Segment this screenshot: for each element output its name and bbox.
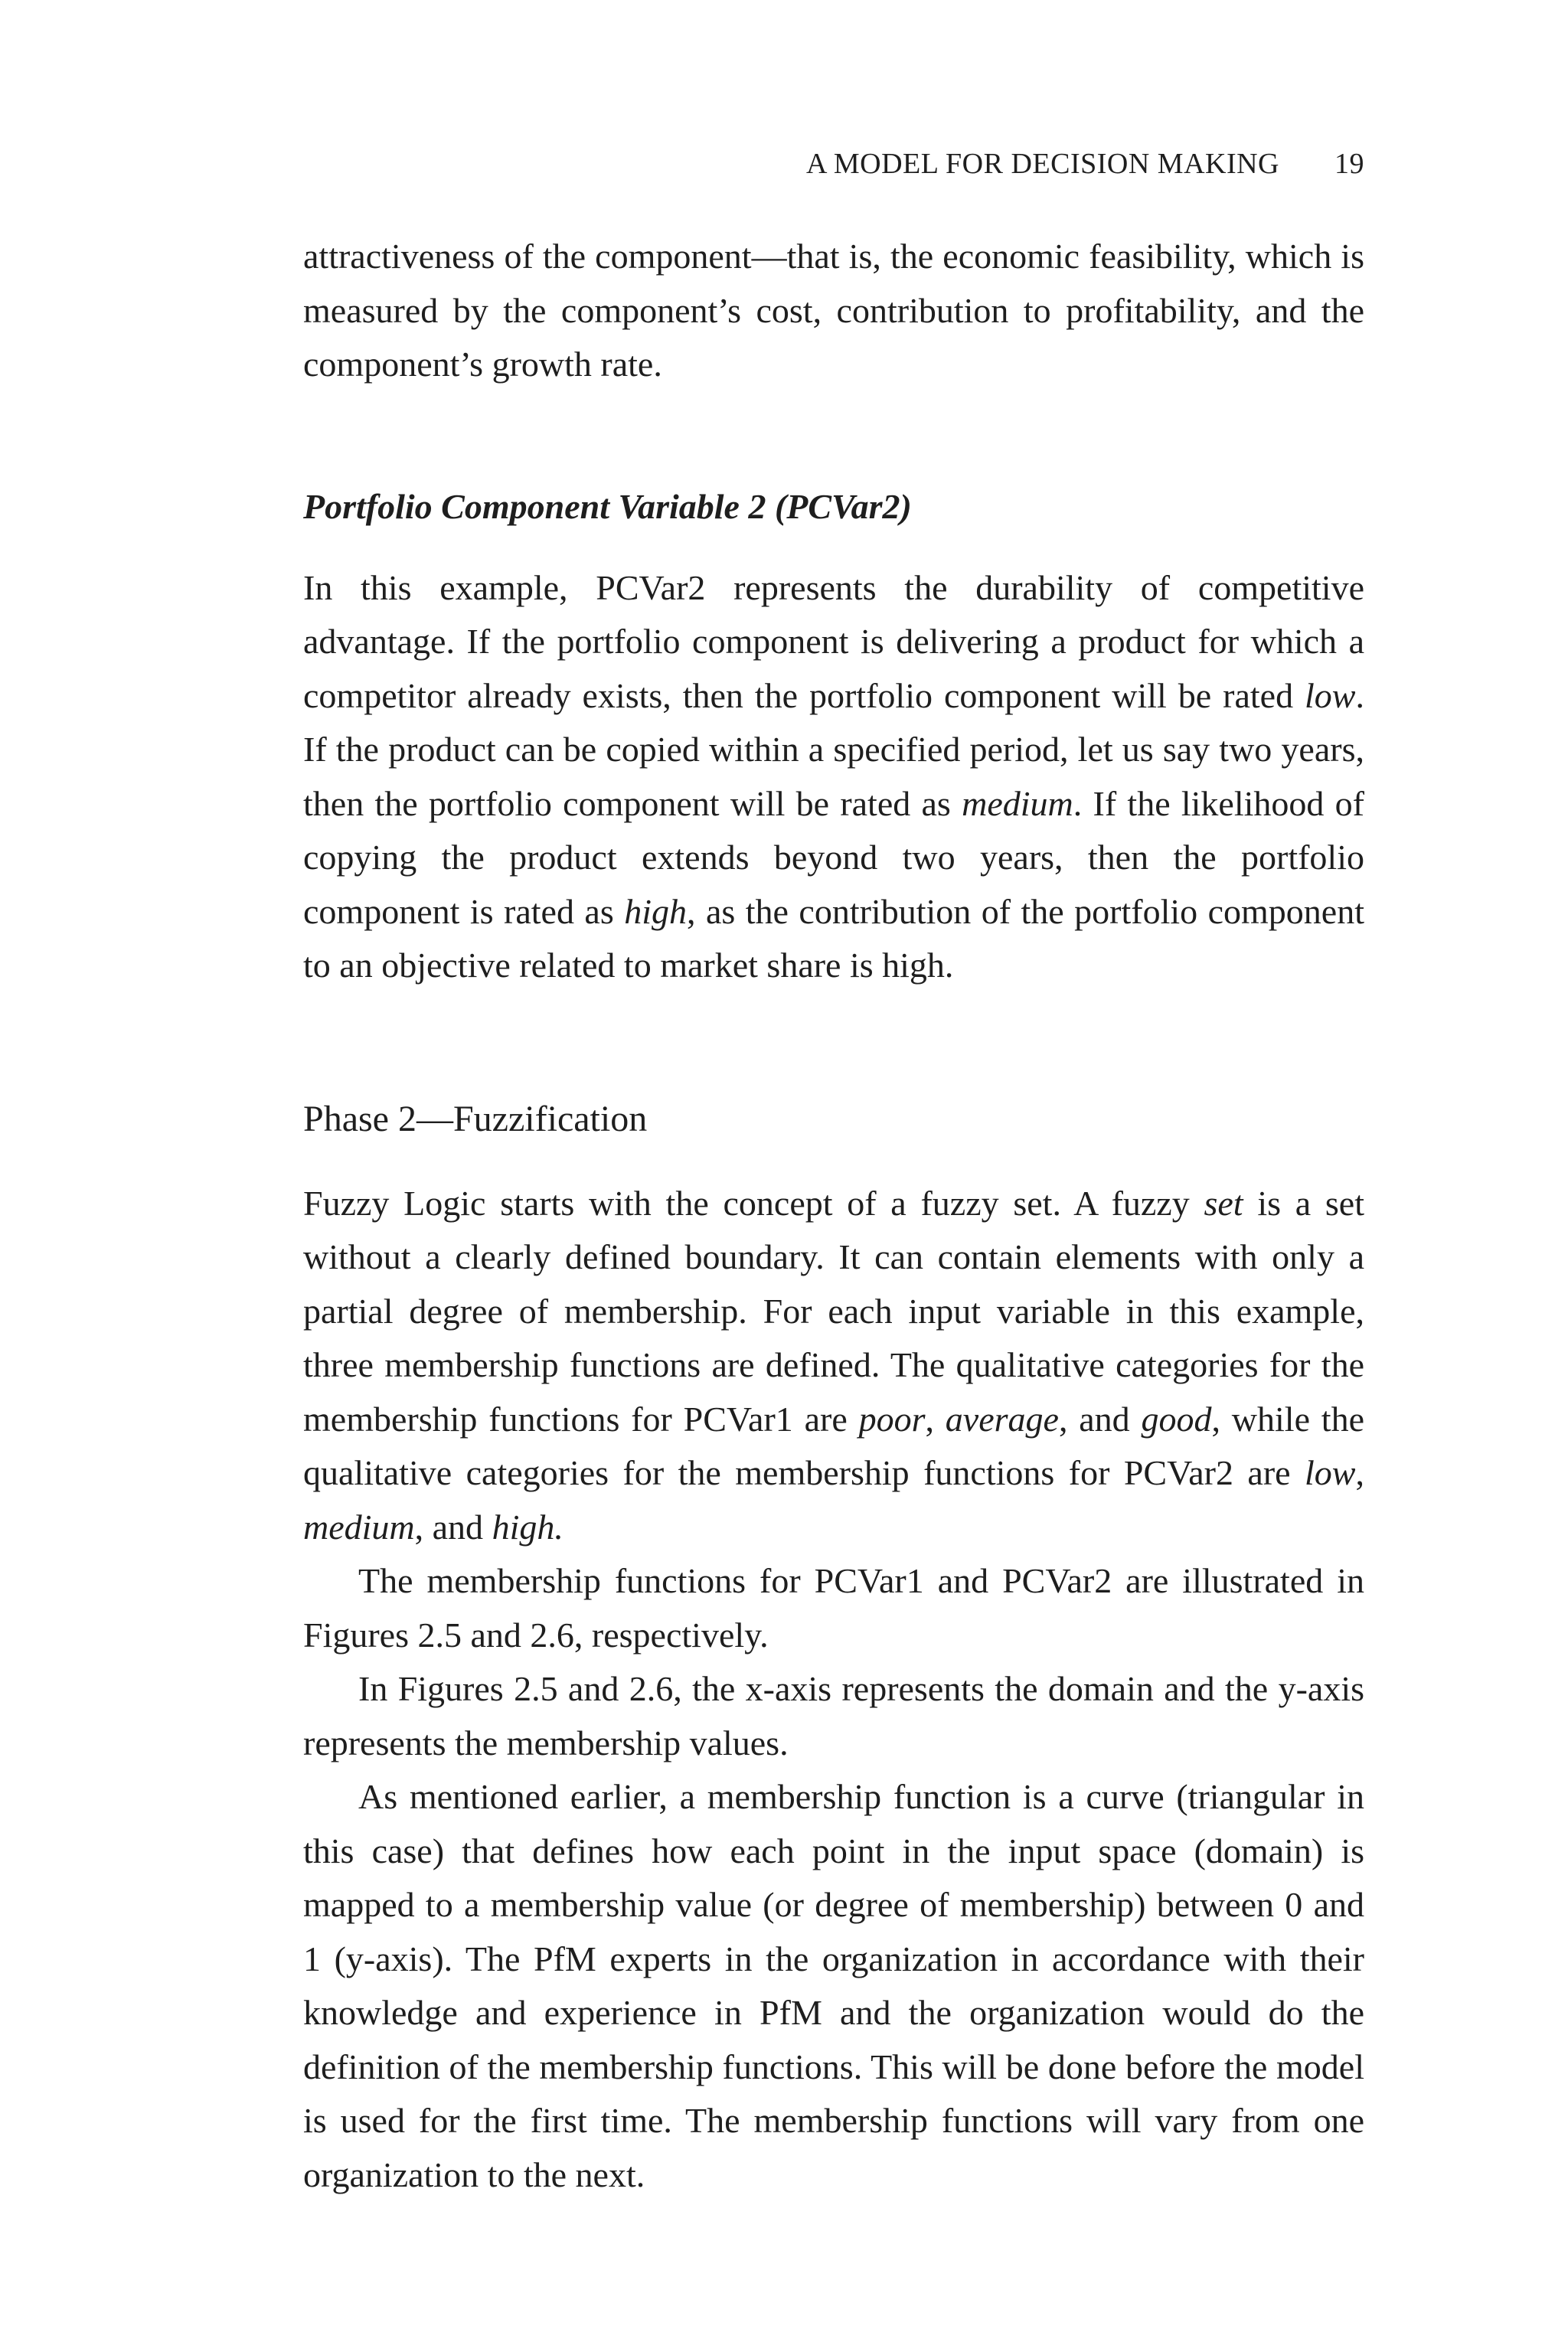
paragraph-pcvar2-description <box>303 561 1364 993</box>
running-head-title: A MODEL FOR DECISION MAKING <box>806 148 1279 180</box>
text-run: , <box>1355 1453 1364 1492</box>
emphasis-low: low <box>1305 1453 1356 1492</box>
emphasis-average: average <box>945 1399 1059 1439</box>
emphasis-medium: medium <box>303 1507 415 1547</box>
paragraph-continuation: attractiveness of the component—that is, the economic feasibility, which is measured by the component’s cost, contribution to profitability, and the component’s growth rate. <box>303 237 1364 384</box>
text-run: , <box>925 1399 946 1439</box>
text-run: , while the qualitative categories for the membership functions for PCVar2 are <box>303 1399 1364 1492</box>
running-head <box>806 145 1364 182</box>
paragraph-membership-function: As mentioned earlier, a membership function is a curve (triangular in this case) that defines how each point in the input space (domain) is mapped to a membership value (or degree of membership) between 0 and 1 (y-axis). The PfM experts in the organization in accordance with their knowledge and experience in PfM and the organization would do the definition of the membership functions. This will be done before the model is used for the first time. The membership functions will vary from one organization to the next. <box>303 1777 1364 2194</box>
emphasis-high: high <box>624 891 687 931</box>
emphasis-good: good <box>1141 1399 1212 1439</box>
body-text <box>303 230 1364 2202</box>
paragraph-axes-description: In Figures 2.5 and 2.6, the x-axis represents the domain and the y-axis represents the membership values. <box>303 1669 1364 1762</box>
text-run: In this example, PCVar2 represents the durability of competitive advantage. If the portfolio component is delivering a product for which a competitor already exists, then the portfolio component will be rated <box>303 567 1364 715</box>
emphasis-medium: medium <box>962 783 1073 823</box>
section-heading-fuzzification: Phase 2—Fuzzification <box>303 1098 648 1139</box>
text-run: , as the contribution of the portfolio component to an objective related to market share is high. <box>303 891 1365 985</box>
emphasis-low: low <box>1305 675 1356 715</box>
paragraph-fuzzy-set <box>303 1177 1364 1555</box>
text-run: , and <box>414 1507 492 1547</box>
paragraph-figures-reference: The membership functions for PCVar1 and PCVar2 are illustrated in Figures 2.5 and 2.6, respectively. <box>303 1561 1364 1655</box>
page-number: 19 <box>1334 148 1364 180</box>
text-run: , and <box>1058 1399 1142 1439</box>
emphasis-high: high. <box>492 1507 564 1547</box>
text-run: is a set without a clearly defined boundary. It can contain elements with only a partial degree of membership. For each input variable in this example, three membership functions are defined. The qualitative categories for the membership functions for PCVar1 are <box>303 1183 1364 1439</box>
text-run: Fuzzy Logic starts with the concept of a fuzzy set. A fuzzy <box>303 1183 1204 1223</box>
emphasis-poor: poor <box>858 1399 926 1439</box>
emphasis-set: set <box>1204 1183 1243 1223</box>
subheading-pcvar2: Portfolio Component Variable 2 (PCVar2) <box>303 486 912 526</box>
text-run: . If the likelihood of copying the product extends beyond two years, then the portfolio component is rated as <box>303 783 1364 931</box>
text-run: . If the product can be copied within a specified period, let us say two years, then the portfolio component will be rated as <box>303 675 1364 823</box>
